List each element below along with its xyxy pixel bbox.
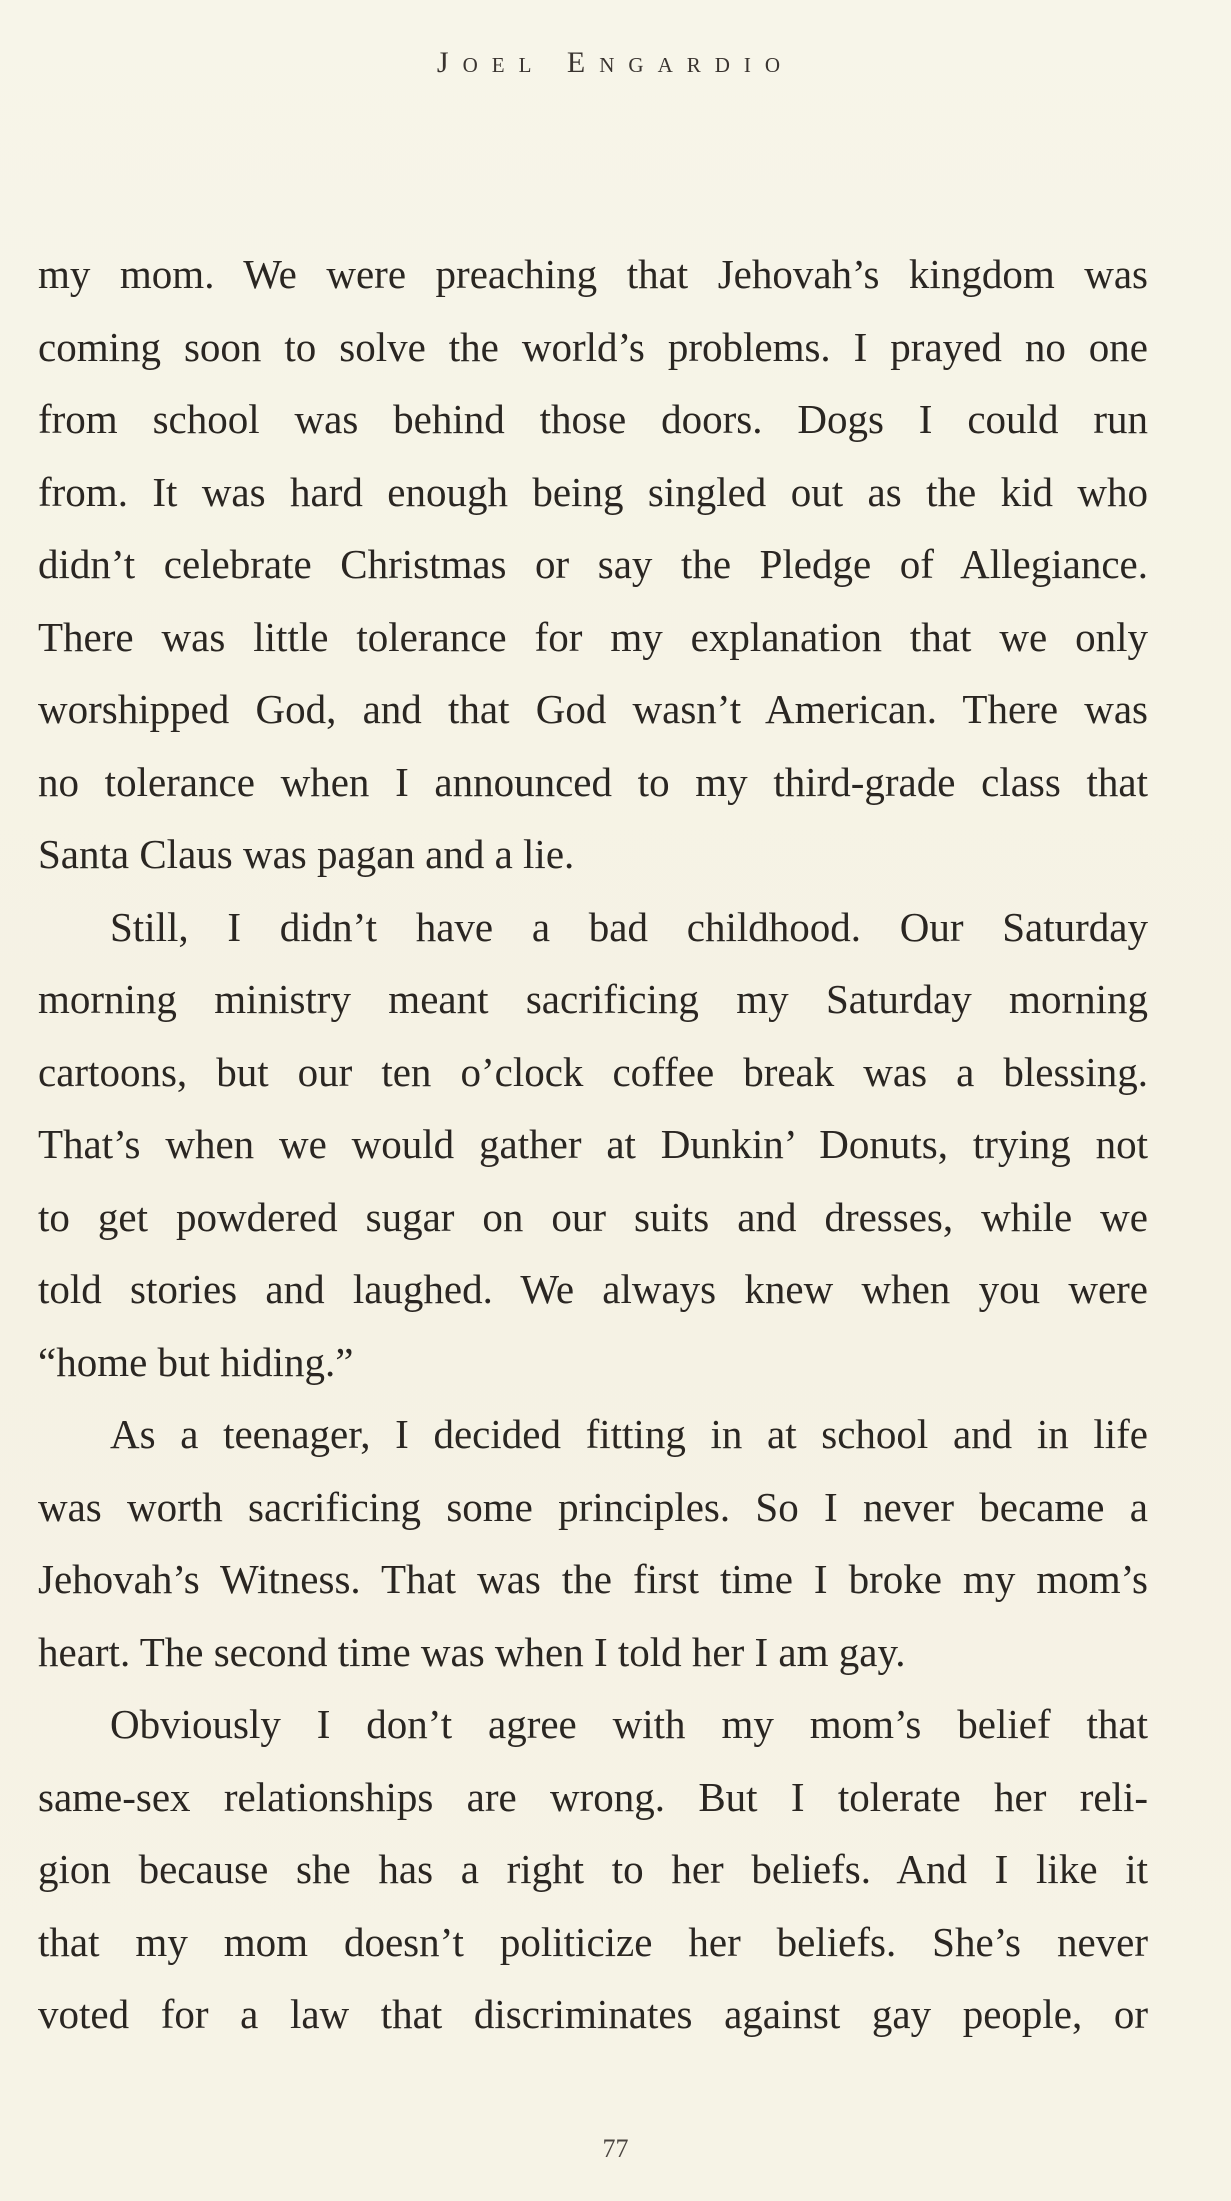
text-line: heart. The second time was when I told her I am gay. bbox=[38, 1628, 906, 1675]
text-line: That’s when we would gather at Dunkin’ Donuts, trying not bbox=[38, 1121, 1148, 1167]
text-line-paragraph-start: As a teenager, I decided fitting in at school and in life bbox=[110, 1411, 1148, 1457]
text-line: gion because she has a right to her beliefs. And I like it bbox=[38, 1846, 1148, 1892]
text-line: worshipped God, and that God wasn’t American. There was bbox=[38, 686, 1148, 732]
text-line: told stories and laughed. We always knew when you were bbox=[38, 1266, 1148, 1312]
text-line: Santa Claus was pagan and a lie. bbox=[38, 831, 575, 877]
text-line: coming soon to solve the world’s problems. I prayed no one bbox=[38, 323, 1148, 370]
text-line: voted for a law that discriminates against gay people, or bbox=[38, 1991, 1148, 2037]
text-line: to get powdered sugar on our suits and dresses, while we bbox=[38, 1193, 1148, 1240]
body-text bbox=[38, 238, 1148, 2051]
text-line-paragraph-start: Still, I didn’t have a bad childhood. Our Saturday bbox=[110, 903, 1148, 950]
text-line: morning ministry meant sacrificing my Saturday morning bbox=[38, 976, 1148, 1022]
text-line: that my mom doesn’t politicize her beliefs. She’s never bbox=[38, 1918, 1148, 1965]
text-line-paragraph-start: Obviously I don’t agree with my mom’s belief that bbox=[110, 1701, 1148, 1747]
text-line: There was little tolerance for my explanation that we only bbox=[38, 613, 1148, 660]
running-head: Joel Engardio bbox=[436, 46, 795, 79]
text-line: from school was behind those doors. Dogs I could run bbox=[38, 396, 1148, 442]
text-line: didn’t celebrate Christmas or say the Pledge of Allegiance. bbox=[38, 541, 1148, 587]
text-line: cartoons, but our ten o’clock coffee break was a blessing. bbox=[38, 1048, 1148, 1095]
text-line: from. It was hard enough being singled out as the kid who bbox=[38, 468, 1148, 515]
text-line: “home but hiding.” bbox=[38, 1338, 354, 1385]
text-line: was worth sacrificing some principles. So I never became a bbox=[38, 1483, 1148, 1530]
page-number: 77 bbox=[602, 2134, 629, 2163]
text-line: same-sex relationships are wrong. But I tolerate her reli- bbox=[38, 1773, 1148, 1820]
text-line: no tolerance when I announced to my third-grade class that bbox=[38, 758, 1148, 805]
text-line: Jehovah’s Witness. That was the first time I broke my mom’s bbox=[38, 1556, 1148, 1602]
text-line: my mom. We were preaching that Jehovah’s kingdom was bbox=[38, 251, 1148, 297]
